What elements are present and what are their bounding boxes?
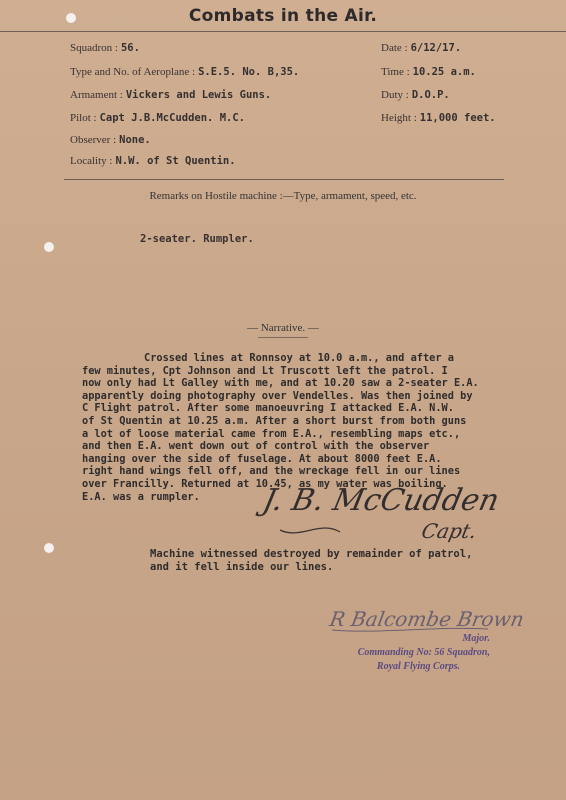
observer-label: Observer : — [70, 134, 117, 146]
narrative-line: C Flight patrol. After some manoeuvring I attacked E.A. N.W. — [82, 402, 454, 415]
duty-field — [381, 89, 450, 101]
narrative-line: hanging over the side of fuselage. At about 8000 feet E.A. — [82, 452, 442, 465]
form-title: Combats in the Air. — [188, 6, 378, 26]
commanding-stamp — [300, 632, 490, 674]
section-rule — [64, 179, 504, 180]
pilot-signature-name: J. B. McCudden — [259, 483, 503, 518]
stamp-line2: Royal Flying Corps. — [376, 661, 460, 672]
squadron-field — [70, 42, 140, 54]
time-value: 10.25 a.m. — [412, 66, 476, 78]
date-field — [381, 42, 461, 54]
locality-field — [70, 155, 236, 167]
narrative-underline — [258, 337, 308, 338]
stamp-line1: Commanding No: 56 Squadron, — [357, 647, 490, 658]
pilot-signature-rank: Capt. — [419, 519, 479, 543]
pilot-value: Capt J.B.McCudden. M.C. — [99, 112, 245, 124]
narrative-line: few minutes, Cpt Johnson and Lt Truscott left the patrol. I — [82, 364, 448, 377]
armament-value: Vickers and Lewis Guns. — [125, 89, 272, 101]
narrative-line: apparently doing photography over Vendelles. Was then joined by — [82, 389, 473, 402]
pilot-field — [70, 112, 245, 124]
date-label: Date : — [381, 42, 408, 54]
locality-value: N.W. of St Quentin. — [115, 155, 236, 167]
title-rule — [0, 31, 566, 32]
squadron-label: Squadron : — [70, 42, 118, 54]
narrative-line: of St Quentin at 10.25 a.m. After a short burst from both guns — [82, 414, 467, 427]
stamp-rank: Major. — [462, 633, 490, 644]
narrative-line: a lot of loose material came from E.A., resembling maps etc., — [82, 427, 461, 440]
date-value: 6/12/17. — [410, 42, 462, 54]
aeroplane-label: Type and No. of Aeroplane : — [70, 66, 196, 78]
narrative-line: right hand wings fell off, and the wreckage fell in our lines — [82, 465, 461, 478]
height-label: Height : — [381, 112, 417, 124]
pilot-label: Pilot : — [70, 112, 97, 124]
narrative-line: now only had Lt Galley with me, and at 10.20 saw a 2-seater E.A. — [82, 377, 479, 390]
observer-field — [70, 134, 151, 146]
height-value: 11,000 feet. — [419, 112, 496, 124]
armament-field — [70, 89, 271, 101]
narrative-heading-label: Narrative. — [260, 322, 306, 334]
punch-hole — [44, 543, 54, 553]
narrative-line: and then E.A. went down out of control with the observer — [82, 440, 430, 453]
witness-line: and it fell inside our lines. — [150, 561, 334, 573]
time-field — [381, 66, 476, 78]
narrative-line: E.A. was a rumpler. — [82, 490, 200, 503]
aeroplane-value: S.E.5. No. B,35. — [198, 66, 300, 78]
witness-line: Machine witnessed destroyed by remainder of patrol, — [150, 548, 473, 560]
remarks-heading: Remarks on Hostile machine :—Type, armament, speed, etc. — [149, 190, 417, 202]
armament-label: Armament : — [70, 89, 123, 101]
duty-label: Duty : — [381, 89, 409, 101]
duty-value: D.O.P. — [411, 89, 450, 101]
squadron-value: 56. — [120, 42, 140, 54]
narrative-line: over Francilly. Returned at 10.45, as my water was boiling. — [82, 477, 448, 490]
locality-label: Locality : — [70, 155, 113, 167]
observer-value: None. — [119, 134, 151, 146]
height-field — [381, 112, 496, 124]
aeroplane-field — [70, 66, 299, 78]
punch-hole — [44, 242, 54, 252]
witness-text — [150, 548, 530, 574]
pilot-signature — [260, 470, 520, 545]
narrative-heading: — Narrative. — — [247, 322, 319, 334]
time-label: Time : — [381, 66, 410, 78]
remarks-value: 2-seater. Rumpler. — [140, 233, 254, 245]
narrative-line: Crossed lines at Ronnsoy at 10.0 a.m., and after a — [144, 352, 454, 364]
commanding-signature-text: R Balcombe Brown — [327, 607, 526, 631]
